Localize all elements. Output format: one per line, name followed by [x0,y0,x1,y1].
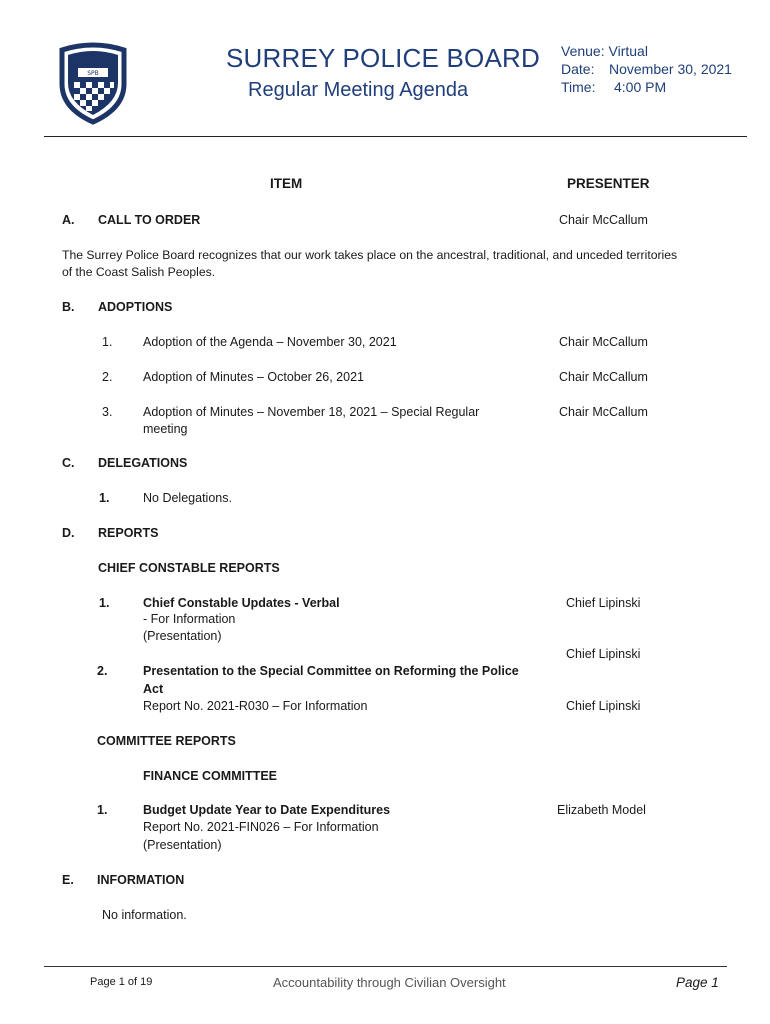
finance-report-1-line-3: (Presentation) [143,838,222,852]
committee-reports-heading: COMMITTEE REPORTS [97,734,236,748]
chief-report-2-presenter-b: Chief Lipinski [566,699,641,713]
section-d-title: REPORTS [98,526,159,540]
chief-report-1-line-2: - For Information [143,612,236,626]
adoption-item-1-number: 1. [102,335,113,349]
section-a-presenter: Chair McCallum [559,213,648,227]
section-e-letter: E. [62,873,74,887]
chief-report-1-title: Chief Constable Updates - Verbal [143,596,340,610]
finance-report-1-presenter: Elizabeth Model [557,803,646,817]
finance-report-1-number: 1. [97,803,108,817]
footer-divider [44,966,727,967]
section-a-title: CALL TO ORDER [98,213,201,227]
adoption-item-2-number: 2. [102,370,113,384]
venue-label: Venue: [561,43,605,59]
section-a-letter: A. [62,213,75,227]
adoption-item-3-text: Adoption of Minutes – November 18, 2021 – Special Regular [143,405,480,419]
chief-report-2-number: 2. [97,664,108,678]
adoption-item-1-presenter: Chair McCallum [559,335,648,349]
svg-text:SPB: SPB [87,70,99,77]
section-c-letter: C. [62,456,75,470]
footer-page-count: Page 1 of 19 [90,976,153,988]
section-c-title: DELEGATIONS [98,456,188,470]
section-e-title: INFORMATION [97,873,185,887]
chief-report-2-title: Presentation to the Special Committee on Reforming the Police [143,664,519,678]
venue-value: Virtual [608,43,648,59]
date-label: Date: [561,61,595,77]
land-acknowledgement-line-2: of the Coast Salish Peoples. [62,265,216,279]
item-column-header: ITEM [270,176,303,191]
information-text: No information. [102,908,187,922]
adoption-item-3-presenter: Chair McCallum [559,405,648,419]
time-label: Time: [561,79,596,95]
delegation-item-number: 1. [99,491,110,505]
chief-report-2-line-3: Report No. 2021-R030 – For Information [143,699,368,713]
presenter-column-header: PRESENTER [567,176,650,191]
adoption-item-1-text: Adoption of the Agenda – November 30, 2021 [143,335,397,349]
chief-report-2-title-continued: Act [143,682,164,696]
surrey-police-board-logo [56,42,130,126]
header-divider [44,136,747,137]
time-value: 4:00 PM [614,79,667,95]
section-d-letter: D. [62,526,75,540]
finance-committee-heading: FINANCE COMMITTEE [143,769,278,783]
meeting-details [561,42,732,96]
adoption-item-3-number: 3. [102,405,113,419]
agenda-subtitle: Regular Meeting Agenda [248,79,469,101]
chief-report-1-line-3: (Presentation) [143,629,222,643]
chief-report-2-presenter-a: Chief Lipinski [566,647,641,661]
delegation-item-text: No Delegations. [143,491,232,505]
board-title: SURREY POLICE BOARD [226,43,540,73]
chief-constable-reports-heading: CHIEF CONSTABLE REPORTS [98,561,280,575]
adoption-item-2-presenter: Chair McCallum [559,370,648,384]
finance-report-1-line-2: Report No. 2021-FIN026 – For Information [143,820,379,834]
footer-motto: Accountability through Civilian Oversight [273,975,506,990]
date-value: November 30, 2021 [609,61,732,77]
chief-report-1-number: 1. [99,596,110,610]
footer-page-number: Page 1 [676,975,719,990]
section-b-title: ADOPTIONS [98,300,173,314]
section-b-letter: B. [62,300,75,314]
chief-report-1-presenter: Chief Lipinski [566,596,641,610]
finance-report-1-title: Budget Update Year to Date Expenditures [143,803,391,817]
adoption-item-3-text-continued: meeting [143,422,188,436]
adoption-item-2-text: Adoption of Minutes – October 26, 2021 [143,370,364,384]
land-acknowledgement-line-1: The Surrey Police Board recognizes that our work takes place on the ancestral, traditional, and unceded territories [62,248,678,262]
